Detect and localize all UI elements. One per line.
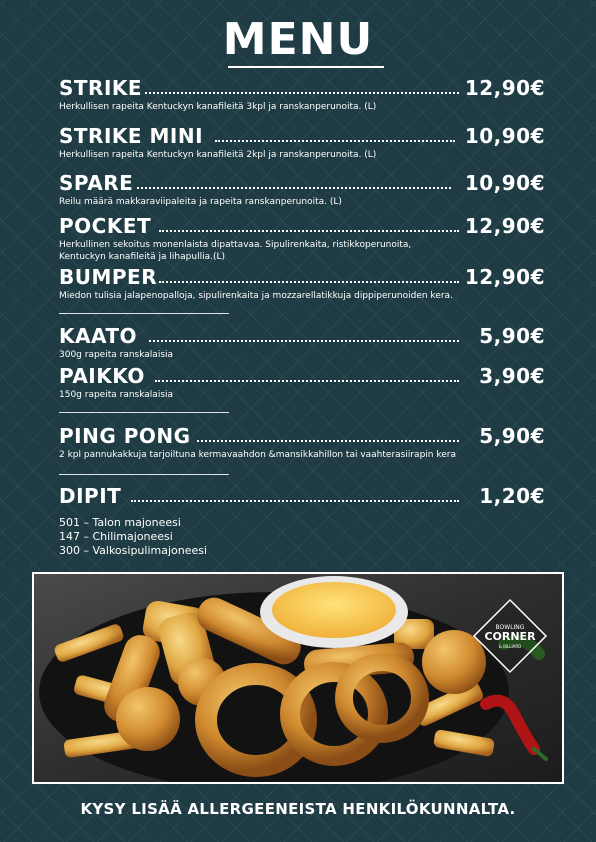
- menu-item-spare: [59, 170, 545, 208]
- item-description: Reilu määrä makkaraviipaleita ja rapeita ranskanperunoita. (L): [59, 197, 342, 207]
- item-name: PAIKKO: [59, 364, 145, 388]
- allergen-notice: KYSY LISÄÄ ALLERGEENEISTA HENKILÖKUNNALTA.: [80, 800, 516, 818]
- item-price: 12,90€: [464, 76, 545, 100]
- item-description: 150g rapeita ranskalaisia: [59, 390, 174, 400]
- leader-dots: [155, 380, 459, 382]
- section-divider: [59, 313, 229, 314]
- item-name: KAATO: [59, 324, 138, 348]
- leader-dots: [145, 92, 459, 94]
- leader-dots: [131, 500, 459, 502]
- menu-item-strike-mini: [59, 123, 545, 161]
- menu-item-paikko: [59, 363, 545, 401]
- item-name: SPARE: [59, 171, 134, 195]
- dip-option: 501 – Talon majoneesi: [59, 516, 181, 529]
- item-description: 2 kpl pannukakkuja tarjoiltuna kermavaahdon &mansikkahillon tai vaahterasiirapin kera: [59, 450, 456, 460]
- dip-list: [59, 516, 207, 558]
- dip-sauce: [272, 582, 396, 638]
- item-name: STRIKE MINI: [59, 124, 204, 148]
- item-description: 300g rapeita ranskalaisia: [59, 350, 174, 360]
- item-name: STRIKE: [59, 76, 143, 100]
- item-description: Herkullisen rapeita Kentuckyn kanafileitä 3kpl ja ranskanperunoita. (L): [59, 102, 377, 112]
- food-photo: [32, 572, 564, 784]
- section-divider: [59, 412, 229, 413]
- item-price: 5,90€: [479, 424, 545, 448]
- item-price: 10,90€: [464, 124, 545, 148]
- leader-dots: [197, 440, 459, 442]
- menu-title: MENU: [222, 14, 374, 65]
- title-underline: [228, 66, 384, 68]
- item-name: POCKET: [59, 214, 152, 238]
- item-name: PING PONG: [59, 424, 191, 448]
- item-price: 12,90€: [464, 265, 545, 289]
- dip-option: 147 – Chilimajoneesi: [59, 530, 173, 543]
- item-name: BUMPER: [59, 265, 158, 289]
- leader-dots: [137, 187, 451, 189]
- food-illustration: [34, 574, 562, 782]
- dip-option: 300 – Valkosipulimajoneesi: [59, 544, 208, 557]
- item-name: DIPIT: [59, 484, 122, 508]
- section-divider: [59, 474, 229, 475]
- logo-sub-text: & BILLIARD: [498, 644, 522, 649]
- menu-item-bumper: [59, 264, 545, 302]
- logo-main-text: CORNER: [484, 630, 536, 643]
- item-description: Herkullisen rapeita Kentuckyn kanafileitä 2kpl ja ranskanperunoita. (L): [59, 150, 377, 160]
- leader-dots: [215, 140, 455, 142]
- item-price: 3,90€: [479, 364, 545, 388]
- menu-item-kaato: [59, 323, 545, 361]
- item-description: Herkullinen sekoitus monenlaista dipattavaa. Sipulirenkaita, ristikkoperunoita,: [59, 240, 412, 250]
- item-price: 10,90€: [464, 171, 545, 195]
- menu-item-strike: [59, 75, 545, 113]
- logo-top-text: BOWLING: [495, 624, 525, 631]
- jalapeno-ball: [422, 630, 486, 694]
- menu-item-pocket: [59, 213, 545, 263]
- leader-dots: [159, 281, 459, 283]
- item-description: Miedon tulisia jalapenopalloja, sipulirenkaita ja mozzarellatikkuja dippiperunoiden kera.: [59, 291, 453, 301]
- jalapeno-ball: [116, 687, 180, 751]
- menu-item-ping-pong: [59, 423, 545, 461]
- item-price: 5,90€: [479, 324, 545, 348]
- leader-dots: [149, 340, 459, 342]
- item-price: 1,20€: [479, 484, 545, 508]
- item-price: 12,90€: [464, 214, 545, 238]
- menu-item-dipit: [59, 483, 545, 509]
- item-description-line2: Kentuckyn kanafileitä ja lihapullia.(L): [59, 252, 225, 262]
- leader-dots: [159, 230, 459, 232]
